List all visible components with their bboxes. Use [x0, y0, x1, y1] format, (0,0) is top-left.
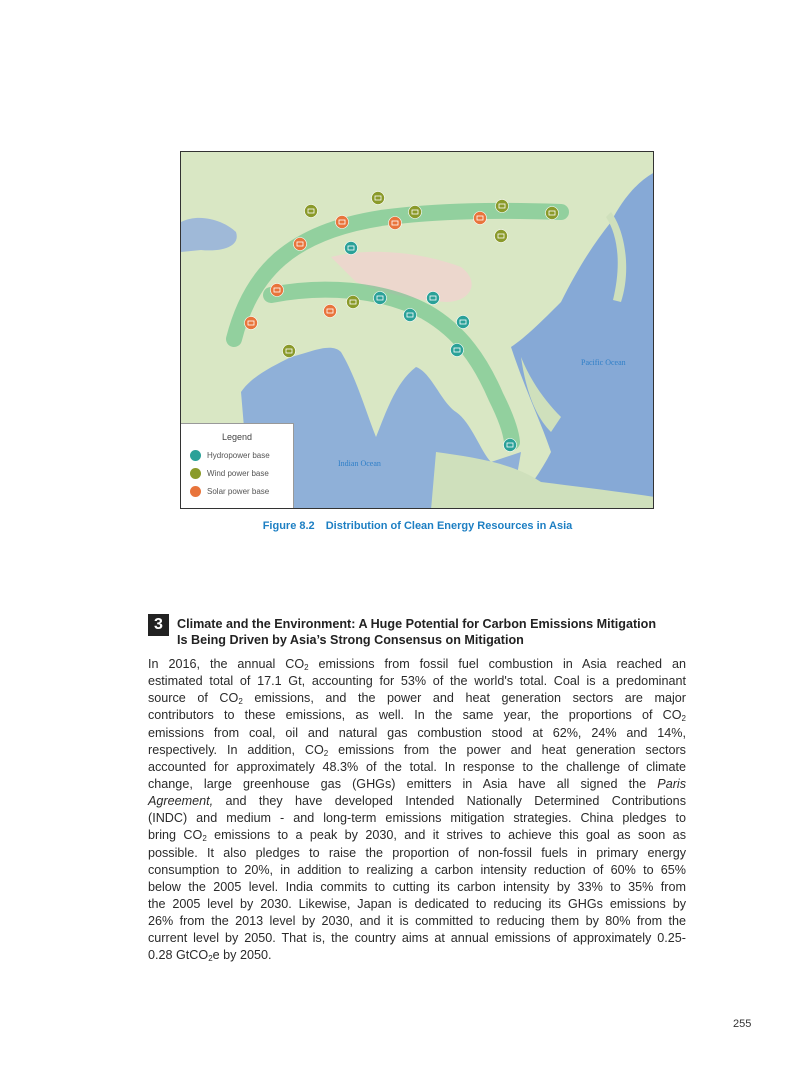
text-run: emissions from coal, oil and natural gas combustion stood at 62%, 24% and 14%,	[148, 725, 686, 740]
text-run: Agreement,	[148, 794, 214, 809]
text-run: 0.28 GtCO	[148, 948, 209, 963]
text-run: and they have developed Intended Nationally Determined Contributions	[213, 794, 686, 809]
text-line	[148, 707, 686, 724]
subscript: 2	[208, 954, 213, 964]
figure-caption	[0, 520, 793, 532]
subscript: 2	[304, 663, 309, 672]
text-line	[148, 793, 686, 810]
text-run: bring CO	[148, 828, 203, 843]
text-run: change, large greenhouse gas (GHGs) emitters in Asia have all signed the	[148, 776, 658, 791]
text-line	[148, 947, 686, 964]
text-run: current level by 2050. That is, the country aims at annual emissions of approximately 0.25-	[148, 931, 686, 946]
hydropower-marker	[427, 292, 440, 305]
asia-clean-energy-map	[180, 151, 654, 509]
legend-label: Hydropower base	[207, 451, 270, 460]
wind-turbine-icon	[190, 468, 201, 479]
text-run: the 2005 level by 2030. Likewise, Japan is dedicated to reducing its GHGs emissions by	[148, 896, 686, 911]
body-paragraph	[148, 656, 686, 965]
solar-marker	[336, 216, 349, 229]
wind-marker	[372, 192, 385, 205]
text-line	[148, 862, 686, 879]
text-run: respectively. In addition, CO	[148, 742, 324, 757]
solar-marker	[271, 284, 284, 297]
map-legend	[181, 423, 294, 508]
heading-line: Climate and the Environment: A Huge Potential for Carbon Emissions Mitigation	[177, 617, 657, 631]
text-line	[148, 656, 686, 673]
hydropower-marker	[345, 242, 358, 255]
solar-panel-icon	[190, 486, 201, 497]
figure-title: Distribution of Clean Energy Resources in Asia	[325, 520, 573, 532]
wind-marker	[347, 296, 360, 309]
hydropower-marker	[504, 439, 517, 452]
text-line	[148, 930, 686, 947]
solar-marker	[245, 317, 258, 330]
solar-marker	[294, 238, 307, 251]
text-run: emissions to a peak by 2030, and it strives to achieve this goal as soon as	[206, 828, 686, 843]
text-run: Paris	[657, 776, 686, 791]
legend-item-wind	[190, 468, 269, 479]
hydropower-marker	[451, 344, 464, 357]
text-run: emissions, and the power and heat generation sectors are major	[242, 691, 686, 706]
text-run: possible. It also pledges to raise the proportion of non-fossil fuels in primary energy	[148, 845, 686, 860]
section-heading	[177, 616, 697, 648]
hydropower-icon	[190, 450, 201, 461]
subscript: 2	[681, 714, 686, 724]
subscript: 2	[323, 748, 329, 758]
figure-number: Figure 8.2	[262, 520, 315, 532]
solar-marker	[324, 305, 337, 318]
text-run: emissions from the power and heat generation sectors	[328, 742, 686, 757]
wind-marker	[409, 206, 422, 219]
text-run: estimated total of 17.1 Gt, accounting for 53% of the world's total. Coal is a predominant	[148, 674, 686, 689]
page-number: 255	[733, 1018, 752, 1030]
solar-marker	[389, 217, 402, 230]
text-line	[148, 725, 686, 742]
text-run: below the 2005 level. India commits to cutting its carbon intensity by 33% to 35% from	[148, 879, 686, 894]
wind-marker	[305, 205, 318, 218]
text-line	[148, 742, 686, 759]
text-line	[148, 673, 686, 690]
legend-title: Legend	[221, 432, 253, 442]
text-line	[148, 845, 686, 862]
text-line	[148, 879, 686, 896]
solar-marker	[474, 212, 487, 225]
text-run: contributors to these emissions, as well. In the same year, the proportions of CO	[148, 708, 682, 723]
text-line	[148, 690, 686, 707]
legend-label: Solar power base	[207, 487, 270, 496]
wind-marker	[495, 230, 508, 243]
text-run: 26% from the 2013 level by 2030, and it is committed to reducing them by 80% from the	[148, 914, 686, 929]
text-line	[148, 776, 686, 793]
legend-label: Wind power base	[207, 469, 269, 478]
wind-marker	[496, 200, 509, 213]
text-run: consumption to 20%, in addition to realizing a carbon intensity reduction of 60% to 65%	[148, 862, 686, 877]
subscript: 2	[238, 697, 243, 707]
legend-item-solar	[190, 486, 269, 497]
heading-line: Is Being Driven by Asia’s Strong Consensus on Mitigation	[177, 633, 524, 647]
subscript: 2	[202, 834, 207, 844]
text-run: accounted for approximately 48.3% of the total. In response to the challenge of climate	[148, 759, 686, 774]
hydropower-marker	[374, 292, 387, 305]
text-run: In 2016, the annual CO	[148, 657, 305, 671]
section-number-badge: 3	[148, 614, 169, 636]
text-line	[148, 913, 686, 930]
pacific-ocean-label: Pacific Ocean	[581, 358, 626, 367]
text-run: source of CO	[148, 691, 239, 706]
hydropower-marker	[404, 309, 417, 322]
text-run: emissions from fossil fuel combustion in Asia reached an	[308, 657, 686, 671]
indian-ocean-label: Indian Ocean	[338, 459, 381, 468]
text-line	[148, 827, 686, 844]
wind-marker	[283, 345, 296, 358]
text-line	[148, 759, 686, 776]
text-line	[148, 896, 686, 913]
wind-marker	[546, 207, 559, 220]
legend-item-hydropower	[190, 450, 270, 461]
text-line	[148, 810, 686, 827]
text-run: (INDC) and medium - and long-term emissions mitigation strategies. China pledges to	[148, 811, 686, 826]
text-run: e by 2050.	[212, 948, 272, 963]
hydropower-marker	[457, 316, 470, 329]
